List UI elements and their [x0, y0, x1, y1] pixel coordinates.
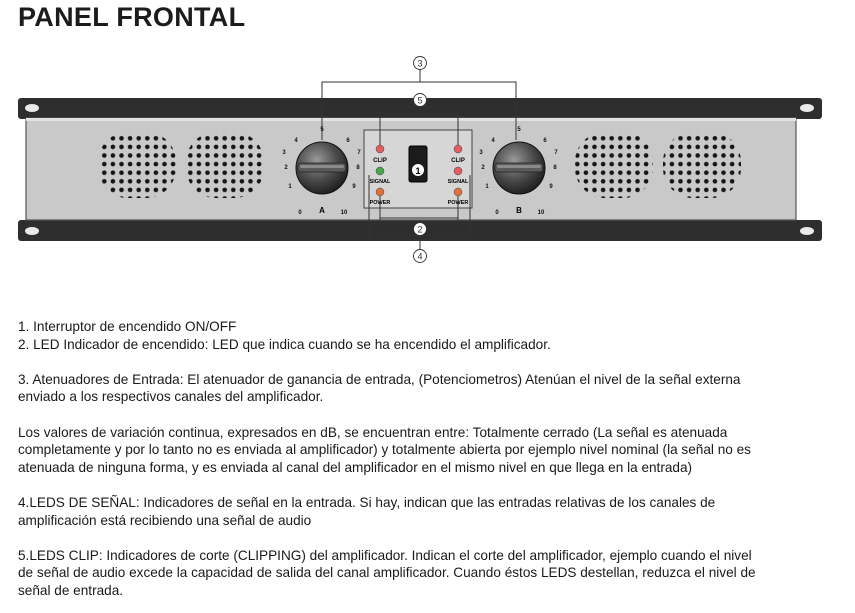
svg-text:6: 6: [346, 138, 350, 144]
rack-hole-bottom-right: [800, 227, 814, 235]
clip-label-b: CLIP: [451, 158, 465, 164]
svg-text:10: 10: [537, 210, 545, 216]
svg-text:10: 10: [340, 210, 348, 216]
rack-hole-top-left: [25, 104, 39, 112]
description-text: [18, 318, 830, 600]
item-5-line-1: 5.LEDS CLIP: Indicadores de corte (CLIPPING) del amplificador. Indican el corte del amplificador, ejemplo cuando el nivel: [18, 547, 752, 563]
svg-text:3: 3: [479, 150, 483, 156]
callout-2: 2: [417, 224, 423, 235]
values-line-2: completamente y por lo tanto no es enviada al amplificador) y totalmente abierta por ejemplo nivel nominal (la señal no es: [18, 442, 751, 458]
svg-text:2: 2: [481, 165, 485, 171]
svg-text:8: 8: [553, 165, 557, 171]
svg-text:0: 0: [298, 210, 302, 216]
item-4-line-1: 4.LEDS DE SEÑAL: Indicadores de señal en la entrada. Si hay, indican que las entradas relativas de los canales de: [18, 494, 716, 510]
svg-text:6: 6: [543, 138, 547, 144]
signal-label-b: SIGNAL: [447, 179, 469, 185]
item-5-line-3: señal de entrada.: [18, 582, 124, 598]
values-line-1: Los valores de variación continua, expresados en dB, se encuentran entre: Totalmente cerrado (La señal es atenuada: [18, 424, 728, 440]
signal-led-b: [454, 167, 462, 175]
svg-text:2: 2: [284, 165, 288, 171]
power-label-b: POWER: [447, 200, 469, 206]
svg-text:4: 4: [294, 138, 298, 144]
svg-text:4: 4: [491, 138, 495, 144]
knob-a[interactable]: [296, 142, 348, 194]
channel-a-label: A: [319, 206, 325, 215]
item-3-line-1: 3. Atenuadores de Entrada: El atenuador de ganancia de entrada, (Potenciometros) Atenúan el nivel de la señal externa: [18, 371, 741, 387]
svg-text:0: 0: [495, 210, 499, 216]
svg-text:7: 7: [554, 150, 558, 156]
svg-text:5: 5: [320, 127, 324, 133]
front-panel-diagram: [14, 48, 828, 270]
knob-b[interactable]: [493, 142, 545, 194]
rack-hole-bottom-left: [25, 227, 39, 235]
item-4-line-2: amplificación está recibiendo una señal de audio: [18, 512, 312, 528]
power-led-a: [376, 188, 384, 196]
power-label-a: POWER: [369, 200, 391, 206]
svg-text:8: 8: [356, 165, 360, 171]
svg-text:7: 7: [357, 150, 361, 156]
values-line-3: atenuada de ninguna forma, y es enviada al canal del amplificador en el mismo nivel en que llega en la entrada): [18, 459, 693, 475]
svg-text:3: 3: [282, 150, 286, 156]
callout-1: 1: [415, 166, 421, 176]
clip-label-a: CLIP: [373, 158, 387, 164]
rack-hole-top-right: [800, 104, 814, 112]
item-3-line-2: enviado a los respectivos canales del amplificador.: [18, 389, 324, 405]
svg-text:1: 1: [288, 184, 292, 190]
clip-led-a: [376, 145, 384, 153]
power-led-b: [454, 188, 462, 196]
channel-b-label: B: [516, 206, 522, 215]
item-2: 2. LED Indicador de encendido: LED que indica cuando se ha encendido el amplificador.: [18, 336, 551, 352]
page-title: PANEL FRONTAL: [18, 2, 246, 32]
signal-label-a: SIGNAL: [369, 179, 391, 185]
item-5-line-2: de señal de audio excede la capacidad de salida del canal amplificador. Cuando éstos LEDS destellan, reduzca el nivel de: [18, 565, 756, 581]
callout-3: 3: [417, 58, 423, 69]
svg-text:9: 9: [549, 184, 553, 190]
svg-text:9: 9: [352, 184, 356, 190]
callout-4: 4: [417, 251, 423, 262]
clip-led-b: [454, 145, 462, 153]
callout-5: 5: [417, 95, 423, 106]
item-1: 1. Interruptor de encendido ON/OFF: [18, 319, 237, 334]
signal-led-a: [376, 167, 384, 175]
svg-text:5: 5: [517, 127, 521, 133]
svg-text:1: 1: [485, 184, 489, 190]
